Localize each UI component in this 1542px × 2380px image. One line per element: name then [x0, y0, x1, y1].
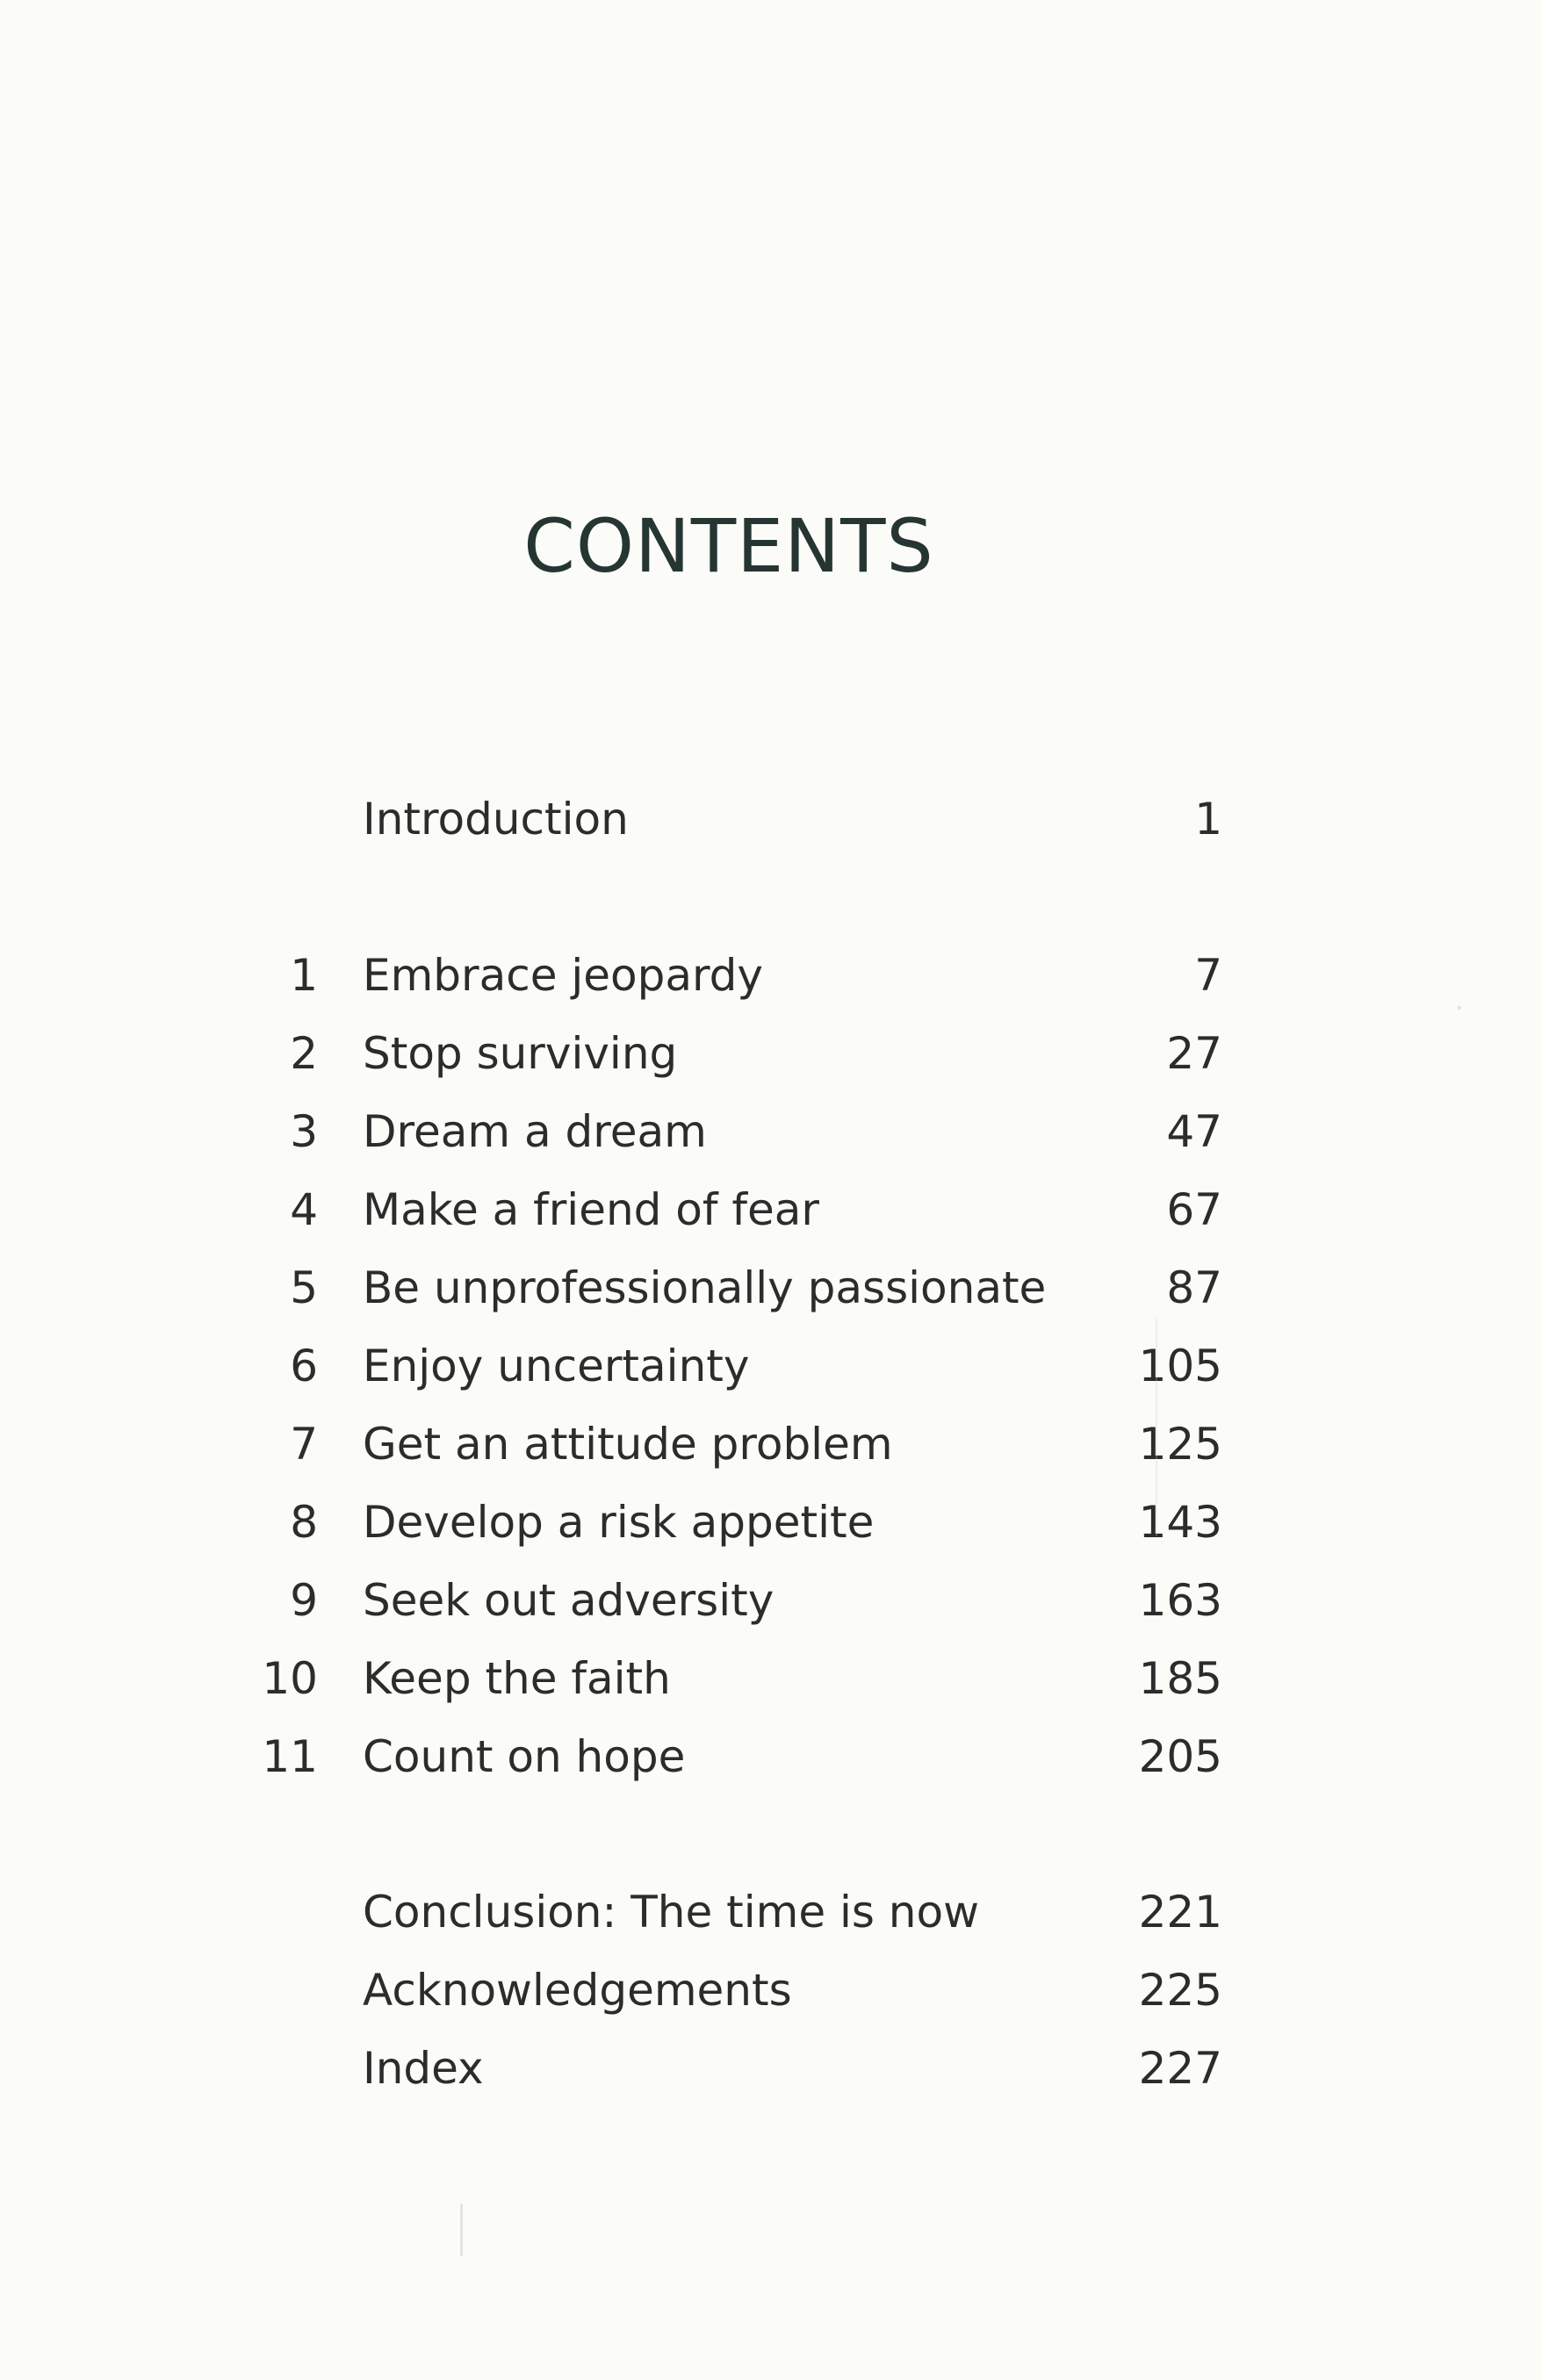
chapter-number: 11	[262, 1731, 318, 1782]
toc-entry-page: 67	[1166, 1184, 1222, 1235]
toc-entry-chapter[interactable]	[0, 1018, 1542, 1089]
toc-entry-label: Be unprofessionally passionate	[363, 1262, 1047, 1313]
toc-entry-chapter[interactable]	[0, 1643, 1542, 1714]
toc-entry-chapter[interactable]	[0, 1409, 1542, 1479]
toc-entry-label: Introduction	[363, 794, 629, 845]
chapter-number: 2	[290, 1028, 318, 1079]
scan-mark	[1156, 1317, 1157, 1536]
toc-entry-label: Dream a dream	[363, 1106, 707, 1157]
scan-mark	[1458, 1006, 1461, 1010]
toc-entry-chapter[interactable]	[0, 940, 1542, 1010]
toc-entry-page: 1	[1194, 794, 1222, 845]
toc-entry-acknowledgements[interactable]	[0, 1955, 1542, 2025]
toc-entry-chapter[interactable]	[0, 1097, 1542, 1167]
chapter-number: 4	[290, 1184, 318, 1235]
toc-entry-chapter[interactable]	[0, 1487, 1542, 1557]
toc-entry-page: 125	[1138, 1419, 1222, 1470]
toc-entry-chapter[interactable]	[0, 1722, 1542, 1792]
toc-entry-chapter[interactable]	[0, 1565, 1542, 1636]
toc-entry-page: 225	[1138, 1965, 1222, 2016]
toc-entry-conclusion[interactable]	[0, 1877, 1542, 1947]
chapter-number: 3	[290, 1106, 318, 1157]
toc-entry-label: Enjoy uncertainty	[363, 1341, 750, 1391]
chapter-number: 5	[290, 1262, 318, 1313]
toc-entry-label: Conclusion: The time is now	[363, 1887, 979, 1938]
toc-entry-page: 143	[1138, 1497, 1222, 1548]
toc-entry-label: Stop surviving	[363, 1028, 678, 1079]
chapter-number: 9	[290, 1575, 318, 1626]
toc-entry-page: 7	[1194, 950, 1222, 1001]
chapter-number: 1	[290, 950, 318, 1001]
toc-entry-label: Seek out adversity	[363, 1575, 775, 1626]
toc-entry-page: 87	[1166, 1262, 1222, 1313]
toc-entry-page: 47	[1166, 1106, 1222, 1157]
toc-entry-label: Count on hope	[363, 1731, 686, 1782]
chapter-number: 6	[290, 1341, 318, 1391]
toc-entry-page: 185	[1138, 1653, 1222, 1704]
toc-entry-introduction[interactable]	[0, 784, 1542, 854]
toc-entry-page: 163	[1138, 1575, 1222, 1626]
toc-entry-chapter[interactable]	[0, 1331, 1542, 1401]
toc-entry-label: Acknowledgements	[363, 1965, 792, 2016]
scan-mark	[460, 2204, 463, 2256]
toc-entry-label: Index	[363, 2043, 484, 2094]
toc-entry-label: Make a friend of fear	[363, 1184, 819, 1235]
toc-entry-index[interactable]	[0, 2033, 1542, 2103]
toc-entry-chapter[interactable]	[0, 1253, 1542, 1323]
toc-entry-label: Keep the faith	[363, 1653, 671, 1704]
chapter-number: 8	[290, 1497, 318, 1548]
toc-entry-label: Get an attitude problem	[363, 1419, 893, 1470]
toc-entry-page: 221	[1138, 1887, 1222, 1938]
toc-entry-label: Embrace jeopardy	[363, 950, 764, 1001]
chapter-number: 10	[262, 1653, 318, 1704]
chapter-number: 7	[290, 1419, 318, 1470]
toc-entry-page: 27	[1166, 1028, 1222, 1079]
toc-entry-chapter[interactable]	[0, 1175, 1542, 1245]
toc-entry-page: 227	[1138, 2043, 1222, 2094]
toc-entry-label: Develop a risk appetite	[363, 1497, 875, 1548]
page-title: CONTENTS	[523, 503, 934, 589]
toc-entry-page: 105	[1138, 1341, 1222, 1391]
toc-entry-page: 205	[1138, 1731, 1222, 1782]
